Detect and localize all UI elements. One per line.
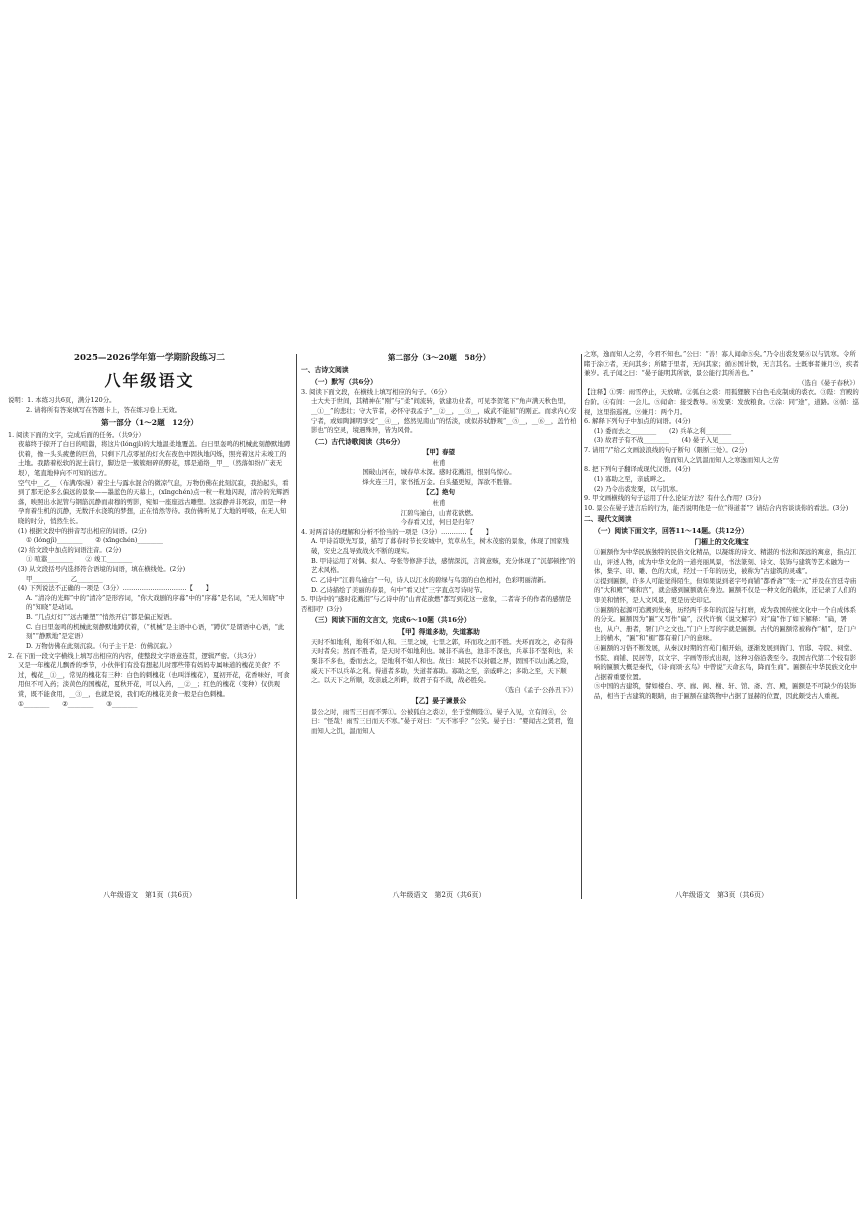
- page-footer: 八年级语文 第2页（共6页）: [392, 890, 486, 899]
- passage-paragraph: 夜幕终于掠开了白日的喧嚣，将这片(lóngjì)的大地温柔地覆盖。白日里轰鸣的机械此刻静默地蹲伏着，像一头头疲惫的巨兽，只剩下几点零星的灯火在夜色中固执地闪烁，照亮着这片未竣工的土地。我踏着松软的泥土前行，脚边是一簇簇细碎的野花，那是通络__甲__（然落如纷/广袤无垠），笔直地伸向不可知的远方。: [18, 440, 291, 477]
- page-column-3: [584, 350, 859, 902]
- question-line: 7. 请用“/”给乙文画波浪线的句子断句（限断三处）。(2分): [584, 446, 748, 455]
- section-heading: （三）阅读下面的文言文，完成6～10题（共16分）: [311, 616, 471, 625]
- question-line: 5. 甲诗中的“感时花溅泪”与乙诗中的“山青花欲燃”都写到花这一意象，二者寄予的作者的感情是否相同？(3分): [301, 595, 572, 613]
- text-title: 【甲】得道多助，失道寡助: [398, 627, 480, 636]
- column-divider: [581, 354, 582, 899]
- answer-line: ①________ ②________ ③________: [18, 699, 138, 708]
- question-line: 10. 景公在晏子进言后的行为，能否说明他是一位“得道者”？请结合内容谈谈你的看法。(3分): [584, 503, 849, 512]
- answer-line: 甲________ 乙________: [26, 574, 103, 583]
- passage-paragraph: 之寒，逸而知人之劳，今君不知也。”公曰：“善！寡人闻命⑤矣。”乃令出裘发粟⑥以与饥寒。令所睹于涂⑦者，无问其乡；所睹于里者，无问其家；循⑧国计数，无言其名。士既事者兼月⑨，疾者兼岁。孔子闻之曰：“晏子能明其所欲，景公能行其所善也。”: [584, 350, 859, 378]
- option-line: A. “清冷的光辉”中的“清冷”是形容词，“你大戏剧的序幕”中的“序幕”是名词，“无人知晓”中的“知晓”是动词。: [26, 593, 285, 612]
- column-divider: [296, 354, 297, 899]
- question-line: 8. 把下列句子翻译成现代汉语。(4分): [584, 465, 691, 474]
- poem-author: 杜甫: [432, 499, 446, 508]
- question-line: 6. 解释下列句子中加点的词语。(4分): [584, 417, 691, 426]
- poem-line: 江碧鸟逾白，山青花欲燃。: [400, 508, 478, 517]
- question-line: 3. 阅读下面文段，在横线上填写相应的句子。（6分）: [301, 387, 451, 396]
- question-line: (3) 从文段括号内选择符合语境的词语，填在横线处。(2分): [18, 565, 186, 574]
- text-title: 门楣上的文化瑰宝: [694, 537, 749, 546]
- passage-paragraph: 天时不如地利，地利不如人和。三里之城，七里之郭，环而攻之而不胜。夫环而攻之，必有得天时者矣；然而不胜者，是天时不如地利也。城非不高也，池非不深也，兵革非不坚利也，米粟非不多也，委而去之，是地利不如人和也。故曰：域民不以封疆之界，固国不以山溪之险，威天下不以兵革之利。得道者多助，失道者寡助。寡助之至，亲戚畔之；多助之至，天下顺之。以天下之所顺，攻亲戚之所畔，故君子有不战，战必胜矣。: [311, 637, 574, 685]
- page-footer: 八年级语文 第3页（共6页）: [675, 890, 768, 899]
- passage-paragraph: 景公之时，雨雪三日而不霁①。公被狐白之裘②，坐于堂侧陛③。晏子入见，立有间④，公曰：“怪哉！雨雪三日而天不寒。”晏子对曰：“天不寒乎？”公笑。晏子曰：“婴闻古之贤君，饱而知人之饥，温而知人: [311, 707, 574, 735]
- exam-subject: 八年级语文: [104, 370, 195, 390]
- passage-paragraph: 又是一年槐花儿飘香的季节，小伙伴们有没有想起儿时那些带有妈妈专属味道的槐花美食？不过，槐花__①__，常见的槐花有三种：白色的刺槐花（也叫洋槐花），夏初开花，花香味好，可食用但不可入药；淡黄色的国槐花，夏秋开花，可以入药，__②__；红色的槐花（变种）仅供观赏，既不能食用，__③__，也就是说，我们吃的槐花美食一般是白色刺槐。: [18, 661, 290, 698]
- passage-paragraph: ④匾额的习俗不断发展，从秦汉时期的宫苑门楣开始，逐渐发展到衙门、官邸、寺院、祠堂、书院、商铺、民居等，以文字、字画等形式出现，这种习俗沿袭至今。我国古代第二个较有影响的匾额大概是秦代，《诗·商颂·玄鸟》中曾说“天命玄鸟，降而生商”。匾额在中华民族文化中占据着重要位置。: [594, 644, 858, 681]
- question-line: (4) 下列说法不正确的一项是（3分）…………………………【 】: [18, 584, 213, 593]
- poem-title: 【甲】春望: [423, 448, 455, 456]
- answer-line: 饱而知人之饥温而知人之寒逸而知人之劳: [663, 455, 780, 464]
- exam-sheet: [8, 350, 859, 902]
- passage-paragraph: ②提到匾额，许多人可能觉得陌生，但如果说到老字号商铺“都香斋”“张一元”并及在宫廷寺庙的“大和殿”“雍和宫”，就会感到匾额就在身边。匾额不仅是一种文化的载体，还记录了人们的审美和情怀，是人文风景，更是历史印记。: [594, 576, 857, 604]
- poem-line: 烽火连三月，家书抵万金。白头搔更短，浑欲不胜簪。: [362, 477, 516, 486]
- option-line: C. 白日里轰鸣的机械此刻静默地蹲伏着，（“机械”是主语中心语，“蹲伏”是谓语中心语，“此刻”“静默地”是定语）: [26, 622, 285, 641]
- answer-line: (2) 乃令出裘发粟，以与饥寒。: [594, 484, 682, 493]
- passage-paragraph: ③匾额的起源可追溯到先秦，历经两千多年的沉淀与打磨，成为我国传统文化中一个自成体系的分支。匾额因为“匾”又写作“扁”，汉代许慎《说文解字》对“扁”作了如下解释：“扁，署也，从户、册者，署门户之文也。”门户上写的字就是匾额。古代的匾额常被称作“楣”，是门户上的横木，“匾”和“楣”都有着门户的意味。: [594, 605, 857, 643]
- passage-paragraph: ⑤中国的古建筑，譬如楼台、亭、廊、阁、榭、轩、馆、斋、宫、殿，匾额是不可缺少的装饰品，相当于古建筑的眼睛，由于匾额在建筑物中占据了显赫的位置，因此颇受古人重视。: [594, 682, 857, 701]
- answer-line: ① (lóngjì)________ ② (xīngchén)________: [26, 536, 163, 545]
- section-heading: （一）阅读下面文字，回答11～14题。（共12分）: [594, 526, 749, 535]
- page-column-1: [8, 350, 291, 902]
- option-line: B. “几点灯灯”“远古雕塑”“悄然开启”都是偏正短语。: [26, 613, 176, 622]
- section-heading: （二）古代诗歌阅读（共6分）: [311, 437, 405, 446]
- answer-line: (1) 委而去之________ (2) 兵革之利________: [594, 426, 732, 435]
- answer-line: ① 喧嚣________ ② 竣工________: [26, 555, 133, 564]
- poem-title: 【乙】绝句: [423, 488, 455, 497]
- note-line: 2. 请将所有答案填写在答题卡上，答在练习卷上无效。: [26, 405, 182, 414]
- option-line: C. 乙诗中“江碧鸟逾白”一句，诗人以江水的碧绿与鸟羽的白色相衬，色彩明丽清新。: [311, 575, 550, 584]
- section-heading: （一）默写（共6分）: [311, 377, 377, 386]
- passage-paragraph: ①匾额作为中华民族独特的民俗文化精品，以凝练的诗文、精湛的书法和深远的寓意，指点江山，评述人物，成为中华文化的一道亮丽风景，书法篆刻、诗文、装饰与建筑等艺术融为一体，集字、印、雕、色的大成，经过一千年的历史，被称为“古建筑的灵魂”。: [594, 547, 857, 576]
- question-line: 1. 阅读下面的文字，完成后面的任务。（共9分）: [8, 430, 145, 439]
- option-line: B. 甲诗运用了对偶、拟人、夸张等修辞手法，感情深沉，言简意赅，充分体现了“沉郁顿挫”的艺术风格。: [311, 556, 576, 575]
- option-line: D. 乙诗描绘了美丽的春景，句中“看又过”三字直点写诗时节。: [311, 585, 487, 594]
- question-line: (2) 给文段中加点的词语注音。(2分): [18, 545, 122, 554]
- passage-paragraph: 士大夫于世间，其精神在“刚”与“柔”间流转，欲建功业者，可见李贺笔下“角声满天秋色里，__①__”的悲壮；守大节者，必怀守我孟子“__②__，__③__，威武不能屈”的刚正。而求内心安宁者，或如陶渊明享受“__④__，悠然见南山”的恬淡，或似苏轼静观“__⑤__，__⑥__，盖竹柏影也”的空灵，境遇殊异，皆为风骨。: [311, 397, 577, 435]
- poem-line: 今春看又过，何日是归年？: [400, 518, 478, 527]
- poem-line: 国破山河在，城春草木深。感时花溅泪，恨别鸟惊心。: [362, 468, 516, 477]
- annotation: 【注释】①霁：雨雪停止，天放晴。②狐白之裘：用狐狸腋下白色毛皮制成的裘衣。③陛：宫殿的台阶。④有间：一会儿。⑤闻命：接受教导。⑥发粟：发放粮食。⑦涂：同“途”，道路。⑧循：巡视，这里指巡视。⑨兼月：两个月。: [584, 388, 859, 416]
- answer-line: (1) 寡助之至，亲戚畔之。: [594, 474, 669, 483]
- answer-line: (3) 故君子有不战________ (4) 晏子入见________: [594, 436, 744, 445]
- question-line: (1) 根据文段中的拼音写出相应的词语。(2分): [18, 526, 147, 535]
- page-column-2: [301, 350, 577, 902]
- section-heading: 二、现代文阅读: [584, 515, 632, 524]
- part-title: 第一部分（1～2题 12分）: [100, 418, 199, 428]
- question-line: 4. 对两首诗的理解和分析不恰当的一项是（3分）…………【 】: [301, 527, 493, 536]
- exam-title: 2025—2026学年第一学期阶段练习二: [74, 353, 225, 363]
- text-title: 【乙】晏子谏景公: [411, 697, 467, 706]
- passage-paragraph: 空气中__乙__（布满/弥漫）着尘土与露水混合的微凉气息，万物仿佛在此刻沉寂，我抬起头，看到了那无论多么偏远的景象——墨蓝色的天幕上，(xīngchén)点一粒一粒地闪现，清冷的光辉洒落，映照出水泥管与钢筋沉静而肃穆的剪影，宛如一座座远古雕塑。这寂静并非死寂，而是一种孕育着生机的沉静，无数汗水浇筑的梦想，正在悄然等待。我仿佛听见了大地的呼吸，在无人知晓的时分，悄然生长。: [18, 478, 289, 525]
- question-line: 9. 甲文画横线的句子运用了什么论证方法？有什么作用？(3分): [584, 494, 761, 503]
- option-line: A. 甲诗首联先写景，描写了暮春时节长安城中，荒草丛生，树木茂密的景象，体现了国家残破，安史之乱导致战火不断的现实。: [311, 537, 569, 556]
- page-footer: 八年级语文 第1页（共6页）: [103, 890, 196, 899]
- section-heading: 一、古诗文阅读: [301, 366, 349, 375]
- option-line: D. 万物仿佛在此刻沉寂。（句子主干是：仿佛沉寂。）: [26, 641, 176, 650]
- source-note: （选自《晏子春秋》）: [798, 378, 859, 387]
- question-line: 2. 在下面一段文字横线上填写出相应的内容，使整段文字语意连贯，逻辑严密。（共3分）: [8, 651, 260, 660]
- poem-author: 杜甫: [432, 458, 446, 467]
- note-line: 说明：1. 本练习共6页，满分120分。: [8, 395, 116, 404]
- source-note: （选自《孟子·公孙丑下》）: [501, 685, 577, 694]
- part-title: 第二部分（3～20题 58分）: [387, 353, 491, 362]
